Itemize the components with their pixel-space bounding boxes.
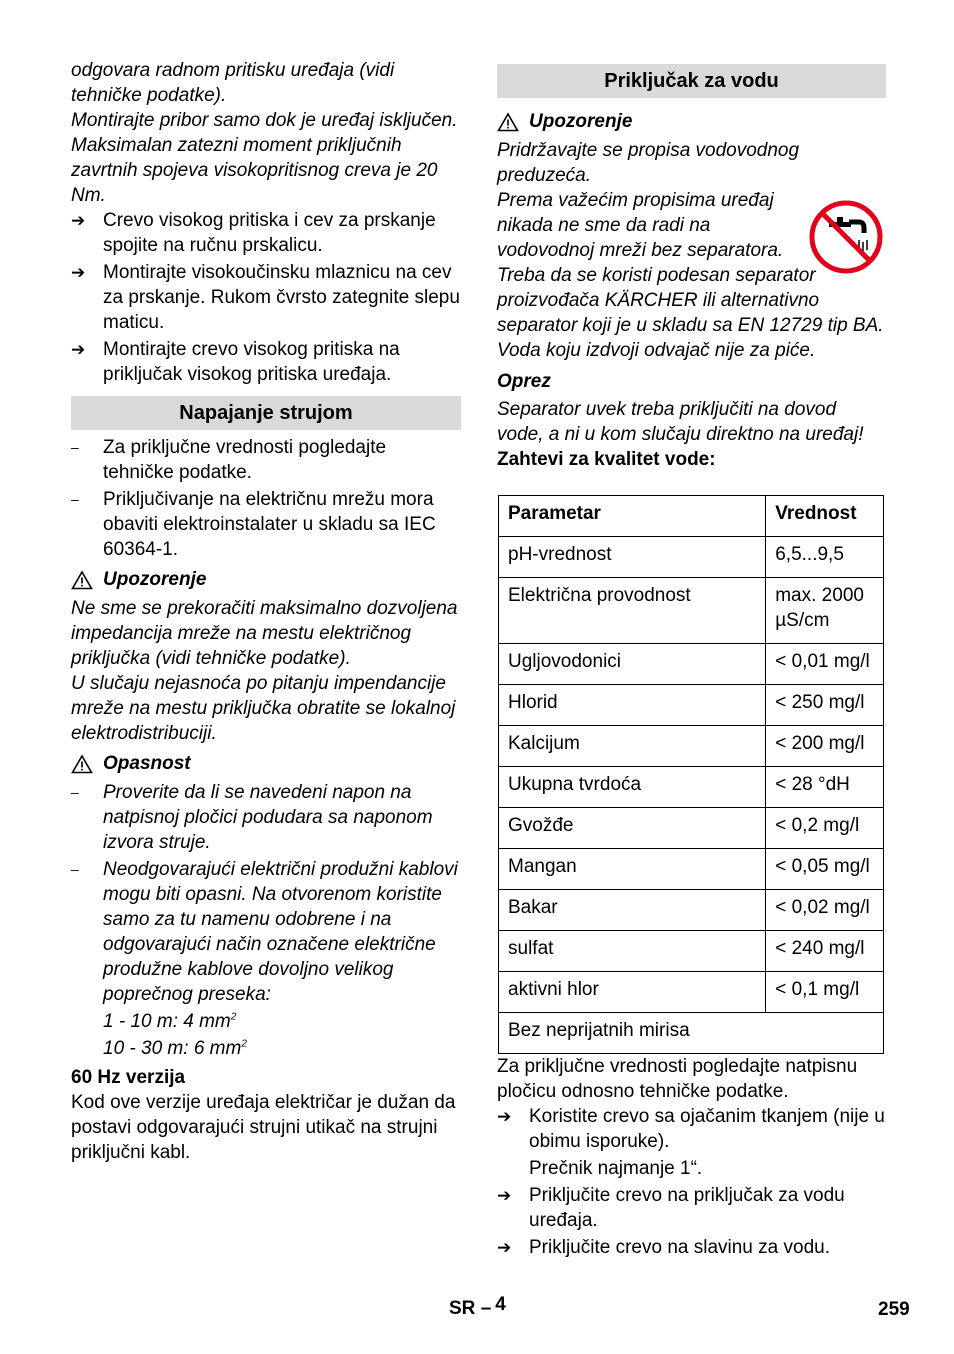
warning-text-1: Ne sme se prekoračiti maksimalno dozvoljena impedancija mreže na mestu električnog priključka (vidi tehničke podatke). [71,598,458,669]
value-cell: < 240 mg/l [766,931,884,972]
quality-heading: Zahtevi za kvalitet vode: [497,449,716,470]
value-cell: < 28 °dH [766,767,884,808]
warning-text-2: U slučaju nejasnoća po pitanju impendancije mreže na mestu priključka obratite se lokalnoj elektrodistribuciji. [71,673,456,744]
arrow-icon: ➔ [71,211,86,230]
cable-spec-2: 10 - 30 m: 6 $mm^2$ [103,1038,247,1059]
page-number: 259 [878,1299,910,1320]
warning-triangle-icon [497,112,519,132]
arrow-icon: ➔ [71,340,86,359]
step-item: ➔ Priključite crevo na slavinu za vodu. [497,1237,830,1258]
dash-bullet: – [71,439,79,455]
warning-label: Upozorenje [71,567,461,592]
intro-text-2: Montirajte pribor samo dok je uređaj isključen. [71,110,458,131]
list-item: – Za priključne vrednosti pogledajte tehničke podatke. [71,437,387,483]
table-row [499,808,884,849]
arrow-icon: ➔ [497,1238,512,1257]
value-cell: < 0,02 mg/l [766,890,884,931]
arrow-icon: ➔ [497,1107,512,1126]
value-cell: < 200 mg/l [766,726,884,767]
table-row [499,972,884,1013]
after-table-text: Za priključne vrednosti pogledajte natpisnu pločicu odnosno tehničke podatke. [497,1056,858,1102]
value-cell: < 250 mg/l [766,685,884,726]
step-item: ➔ Priključite crevo na priključak za vodu uređaja. [497,1185,845,1231]
dash-bullet: – [71,491,79,507]
right-column [497,64,886,1260]
header-value: Vrednost [766,496,884,537]
warning-triangle-icon [71,754,93,774]
left-column [71,58,461,1165]
parameter-cell: Ukupna tvrdoća [499,767,766,808]
table-row [499,890,884,931]
value-cell: < 0,01 mg/l [766,644,884,685]
step-note: Prečnik najmanje 1“. [529,1158,703,1179]
dash-bullet: – [71,784,79,800]
parameter-cell: Mangan [499,849,766,890]
footer-section-label: SR – 4 [449,1294,506,1319]
step-item: ➔ Montirajte crevo visokog pritiska na priključak visokog pritiska uređaja. [71,339,400,385]
section-heading-power: Napajanje strujom [71,396,461,430]
warning-triangle-icon [71,570,93,590]
parameter-cell: sulfat [499,931,766,972]
table-header-row [499,496,884,537]
parameter-cell: Električna provodnost [499,578,766,644]
header-parameter: Parametar [499,496,766,537]
section-heading-water: Priključak za vodu [497,64,886,98]
table-row [499,931,884,972]
warning-label: Upozorenje [497,109,886,134]
list-item: – Priključivanje na električnu mrežu mora obaviti elektroinstalater u skladu sa IEC 60364-1. [71,489,436,560]
step-item: ➔ Koristite crevo sa ojačanim tkanjem (nije u obimu isporuke). [497,1106,885,1152]
hz-text: Kod ove verzije uređaja električar je dužan da postavi odgovarajući strujni utikač na strujni priključni kabl. [71,1092,456,1163]
arrow-icon: ➔ [71,263,86,282]
dash-bullet: – [71,861,79,877]
list-item: – Proverite da li se navedeni napon na natpisnoj pločici podudara sa naponom izvora struje. [71,782,433,853]
parameter-cell: pH-vrednost [499,537,766,578]
value-cell: 6,5...9,5 [766,537,884,578]
intro-text-1: odgovara radnom pritisku uređaja (vidi tehničke podatke). [71,60,395,106]
danger-label: Opasnost [71,751,461,776]
table-row [499,685,884,726]
step-item: ➔ Crevo visokog pritiska i cev za prskanje spojite na ručnu prskalicu. [71,210,436,256]
parameter-cell: aktivni hlor [499,972,766,1013]
water-warning-text-1: Pridržavajte se propisa vodovodnog preduzeća. [497,140,800,186]
odor-cell: Bez neprijatnih mirisa [499,1013,884,1054]
table-row [499,1013,884,1054]
parameter-cell: Gvožđe [499,808,766,849]
hz-heading: 60 Hz verzija [71,1067,186,1088]
parameter-cell: Hlorid [499,685,766,726]
caution-label: Oprez [497,371,551,392]
water-warning-text-2b: Treba da se koristi podesan separator proizvođača KÄRCHER ili alternativno separator koji je u skladu sa EN 12729 tip BA. Voda koju izdvoji odvajač nije za piće. [497,265,884,361]
value-cell: < 0,2 mg/l [766,808,884,849]
table-row [499,644,884,685]
table-row [499,578,884,644]
cable-spec-1: 1 - 10 m: 4 $mm^2$ [103,1011,237,1032]
no-drinking-water-icon [809,200,883,274]
value-cell: < 0,05 mg/l [766,849,884,890]
parameter-cell: Kalcijum [499,726,766,767]
table-row [499,726,884,767]
value-cell: max. 2000 µS/cm [766,578,884,644]
water-quality-table [498,495,884,1054]
table-row [499,537,884,578]
value-cell: < 0,1 mg/l [766,972,884,1013]
parameter-cell: Bakar [499,890,766,931]
list-item: – Neodgovarajući električni produžni kablovi mogu biti opasni. Na otvorenom koristite samo za tu namenu odobrene i na odgovarajući način označene električne produžne kablove dovoljno velikog poprečnog preseka: [71,859,458,1005]
parameter-cell: Ugljovodonici [499,644,766,685]
intro-text-3: Maksimalan zatezni moment priključnih zavrtnih spojeva visokopritisnog creva je 20 Nm. [71,135,438,206]
water-warning-text-2a: Prema važećim propisima uređaj nikada ne sme da radi na vodovodnoj mreži bez separatora. [497,190,784,261]
arrow-icon: ➔ [497,1186,512,1205]
table-row [499,767,884,808]
step-item: ➔ Montirajte visokoučinsku mlaznicu na cev za prskanje. Rukom čvrsto zategnite slepu maticu. [71,262,460,333]
table-row [499,849,884,890]
caution-text: Separator uvek treba priključiti na dovod vode, a ni u kom slučaju direktno na uređaj! [497,399,864,445]
